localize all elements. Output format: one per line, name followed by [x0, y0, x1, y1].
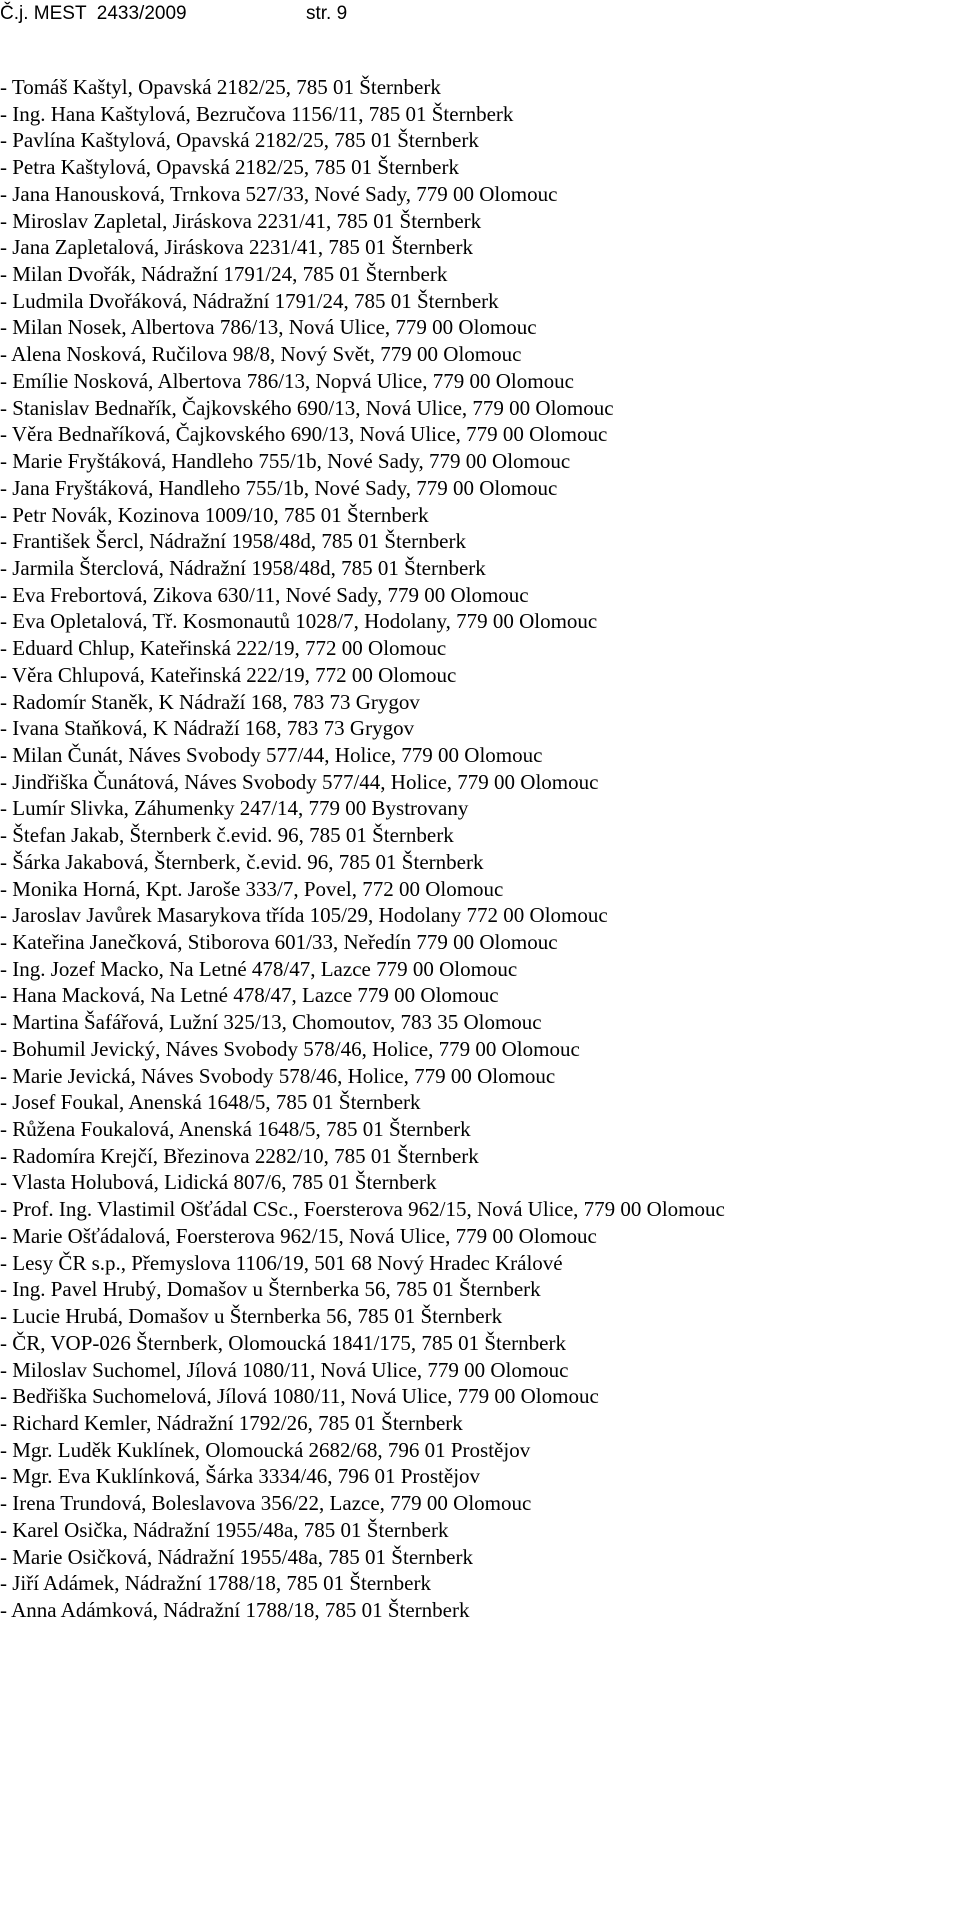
- list-item: - Miloslav Suchomel, Jílová 1080/11, Nová Ulice, 779 00 Olomouc: [0, 1357, 569, 1382]
- list-item: - Růžena Foukalová, Anenská 1648/5, 785 01 Šternberk: [0, 1117, 471, 1142]
- list-item: - Věra Chlupová, Kateřinská 222/19, 772 00 Olomouc: [0, 662, 457, 687]
- list-item: - Jana Zapletalová, Jiráskova 2231/41, 785 01 Šternberk: [0, 235, 473, 260]
- list-item: - Alena Nosková, Ručilova 98/8, Nový Svět, 779 00 Olomouc: [0, 342, 522, 367]
- list-item: - Jindřiška Čunátová, Náves Svobody 577/44, Holice, 779 00 Olomouc: [0, 769, 599, 794]
- list-item: - Milan Nosek, Albertova 786/13, Nová Ulice, 779 00 Olomouc: [0, 315, 537, 340]
- list-item: - Petr Novák, Kozinova 1009/10, 785 01 Šternberk: [0, 502, 429, 527]
- list-item: - Pavlína Kaštylová, Opavská 2182/25, 785 01 Šternberk: [0, 128, 479, 153]
- list-item: - Lumír Slivka, Záhumenky 247/14, 779 00 Bystrovany: [0, 796, 469, 821]
- list-item: - Marie Osičková, Nádražní 1955/48a, 785 01 Šternberk: [0, 1544, 473, 1569]
- list-item: - Marie Fryštáková, Handleho 755/1b, Nové Sady, 779 00 Olomouc: [0, 449, 571, 474]
- list-item: - Lucie Hrubá, Domašov u Šternberka 56, 785 01 Šternberk: [0, 1304, 503, 1329]
- list-item: - Eva Opletalová, Tř. Kosmonautů 1028/7, Hodolany, 779 00 Olomouc: [0, 609, 598, 634]
- list-item: - Ludmila Dvořáková, Nádražní 1791/24, 785 01 Šternberk: [0, 288, 499, 313]
- list-item: - Jaroslav Javůrek Masarykova třída 105/29, Hodolany 772 00 Olomouc: [0, 903, 608, 928]
- list-item: - Jarmila Šterclová, Nádražní 1958/48d, 785 01 Šternberk: [0, 555, 486, 580]
- list-item: - Radomíra Krejčí, Březinova 2282/10, 785 01 Šternberk: [0, 1143, 479, 1168]
- list-item: - Emílie Nosková, Albertova 786/13, Nopvá Ulice, 779 00 Olomouc: [0, 368, 574, 393]
- list-item: - Stanislav Bednařík, Čajkovského 690/13, Nová Ulice, 779 00 Olomouc: [0, 395, 614, 420]
- page-header: [0, 2, 960, 26]
- list-item: - Radomír Staněk, K Nádraží 168, 783 73 Grygov: [0, 689, 420, 714]
- list-item: - Kateřina Janečková, Stiborova 601/33, Neředín 779 00 Olomouc: [0, 930, 558, 954]
- list-item: - Richard Kemler, Nádražní 1792/26, 785 01 Šternberk: [0, 1410, 463, 1435]
- list-item: - Štefan Jakab, Šternberk č.evid. 96, 785 01 Šternberk: [0, 823, 454, 848]
- list-item: - Milan Dvořák, Nádražní 1791/24, 785 01 Šternberk: [0, 262, 448, 287]
- list-item: - Irena Trundová, Boleslavova 356/22, Lazce, 779 00 Olomouc: [0, 1491, 532, 1516]
- list-item: - Mgr. Luděk Kuklínek, Olomoucká 2682/68, 796 01 Prostějov: [0, 1437, 531, 1462]
- list-item: - Tomáš Kaštyl, Opavská 2182/25, 785 01 Šternberk: [0, 75, 441, 99]
- list-item: - Marie Ošťádalová, Foersterova 962/15, Nová Ulice, 779 00 Olomouc: [0, 1223, 597, 1248]
- list-item: - Hana Macková, Na Letné 478/47, Lazce 779 00 Olomouc: [0, 983, 499, 1008]
- recipient-list: [0, 74, 960, 1624]
- list-item: - Eduard Chlup, Kateřinská 222/19, 772 00 Olomouc: [0, 636, 447, 661]
- list-item: - Prof. Ing. Vlastimil Ošťádal CSc., Foersterova 962/15, Nová Ulice, 779 00 Olomouc: [0, 1197, 725, 1222]
- reference-number: Č.j. MEST 2433/2009: [0, 3, 187, 24]
- list-item: - Bohumil Jevický, Náves Svobody 578/46, Holice, 779 00 Olomouc: [0, 1036, 580, 1061]
- list-item: - Bedřiška Suchomelová, Jílová 1080/11, Nová Ulice, 779 00 Olomouc: [0, 1384, 599, 1409]
- list-item: - Monika Horná, Kpt. Jaroše 333/7, Povel, 772 00 Olomouc: [0, 876, 504, 901]
- list-item: - Ing. Jozef Macko, Na Letné 478/47, Lazce 779 00 Olomouc: [0, 956, 518, 981]
- list-item: - Milan Čunát, Náves Svobody 577/44, Holice, 779 00 Olomouc: [0, 742, 543, 767]
- page-number: str. 9: [306, 3, 348, 24]
- list-item: - Jana Hanousková, Trnkova 527/33, Nové Sady, 779 00 Olomouc: [0, 181, 558, 206]
- list-item: - Lesy ČR s.p., Přemyslova 1106/19, 501 68 Nový Hradec Králové: [0, 1250, 563, 1275]
- list-item: - Jana Fryštáková, Handleho 755/1b, Nové Sady, 779 00 Olomouc: [0, 475, 558, 500]
- list-item: - Marie Jevická, Náves Svobody 578/46, Holice, 779 00 Olomouc: [0, 1063, 556, 1088]
- list-item: - Věra Bednaříková, Čajkovského 690/13, Nová Ulice, 779 00 Olomouc: [0, 422, 608, 447]
- list-item: - Vlasta Holubová, Lidická 807/6, 785 01 Šternberk: [0, 1170, 437, 1195]
- list-item: - Ing. Pavel Hrubý, Domašov u Šternberka 56, 785 01 Šternberk: [0, 1277, 541, 1302]
- list-item: - Karel Osička, Nádražní 1955/48a, 785 01 Šternberk: [0, 1517, 449, 1542]
- list-item: - Josef Foukal, Anenská 1648/5, 785 01 Šternberk: [0, 1090, 421, 1115]
- list-item: - Mgr. Eva Kuklínková, Šárka 3334/46, 796 01 Prostějov: [0, 1464, 481, 1489]
- list-item: - Martina Šafářová, Lužní 325/13, Chomoutov, 783 35 Olomouc: [0, 1010, 542, 1035]
- list-item: - Šárka Jakabová, Šternberk, č.evid. 96, 785 01 Šternberk: [0, 849, 484, 874]
- list-item: - Ivana Staňková, K Nádraží 168, 783 73 Grygov: [0, 716, 415, 741]
- list-item: - František Šercl, Nádražní 1958/48d, 785 01 Šternberk: [0, 529, 466, 554]
- list-item: - Eva Frebortová, Zikova 630/11, Nové Sady, 779 00 Olomouc: [0, 582, 529, 607]
- list-item: - Jiří Adámek, Nádražní 1788/18, 785 01 Šternberk: [0, 1571, 431, 1596]
- list-item: - Miroslav Zapletal, Jiráskova 2231/41, 785 01 Šternberk: [0, 208, 482, 233]
- list-item: - Anna Adámková, Nádražní 1788/18, 785 01 Šternberk: [0, 1597, 470, 1622]
- list-item: - Petra Kaštylová, Opavská 2182/25, 785 01 Šternberk: [0, 155, 459, 180]
- list-item: - Ing. Hana Kaštylová, Bezručova 1156/11, 785 01 Šternberk: [0, 101, 514, 126]
- list-item: - ČR, VOP-026 Šternberk, Olomoucká 1841/175, 785 01 Šternberk: [0, 1330, 566, 1355]
